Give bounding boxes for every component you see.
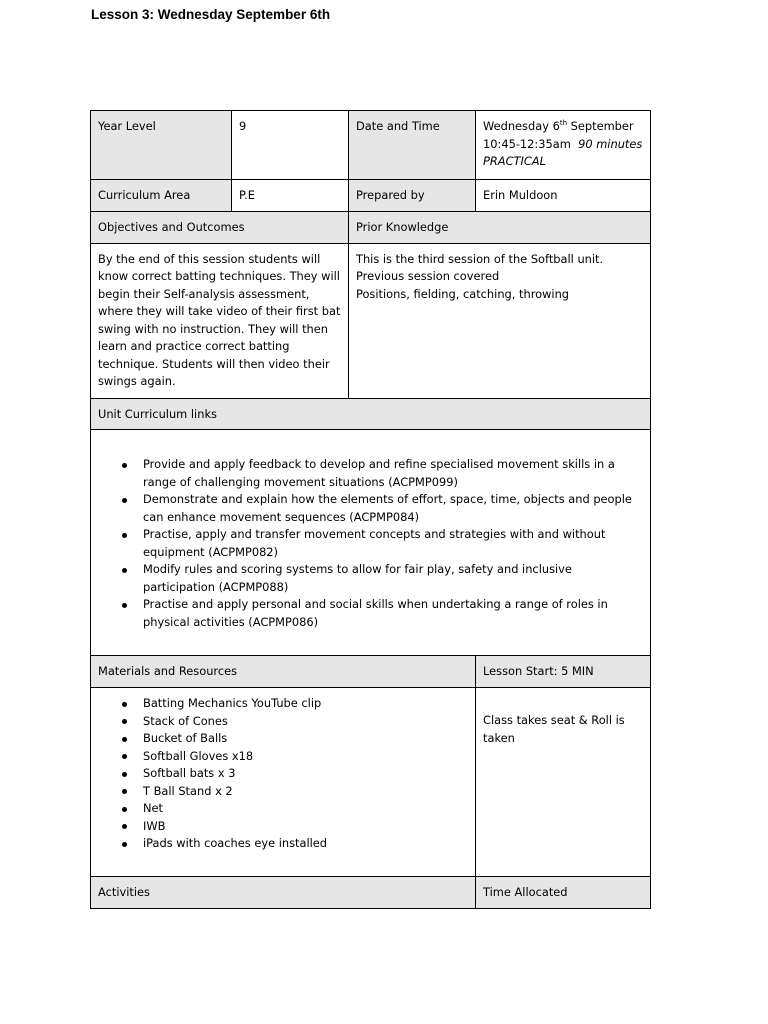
list-item: Stack of Cones xyxy=(98,713,468,731)
unit-links-label: Unit Curriculum links xyxy=(91,398,651,430)
unit-links-cell xyxy=(91,430,651,656)
time-line xyxy=(483,136,643,154)
table-row xyxy=(91,180,651,212)
objectives-text: By the end of this session students will know correct batting techniques. They will begin their Self-analysis assessment, where they will take video of their first bat swing with no instruction. They will then learn and practice correct batting technique. Students will then video their swings again. xyxy=(91,243,349,398)
activities-label: Activities xyxy=(91,877,476,909)
list-item: Practise and apply personal and social skills when undertaking a range of roles in physical activities (ACPMP086) xyxy=(98,596,643,631)
table-row xyxy=(91,398,651,430)
table-row xyxy=(91,111,651,180)
list-item: Softball Gloves x18 xyxy=(98,748,468,766)
list-item: Batting Mechanics YouTube clip xyxy=(98,695,468,713)
list-item: Modify rules and scoring systems to allow for fair play, safety and inclusive participation (ACPMP088) xyxy=(98,561,643,596)
objectives-label: Objectives and Outcomes xyxy=(91,212,349,244)
lesson-start-text: Class takes seat & Roll is taken xyxy=(476,688,651,877)
duration: 90 minutes xyxy=(578,136,643,151)
list-item: Provide and apply feedback to develop and refine specialised movement skills in a range of challenging movement situations (ACPMP099) xyxy=(98,456,643,491)
list-item: IWB xyxy=(98,818,468,836)
year-level-label: Year Level xyxy=(91,111,232,180)
list-item: Demonstrate and explain how the elements of effort, space, time, objects and people can enhance movement sequences (ACPMP084) xyxy=(98,491,643,526)
list-item: Bucket of Balls xyxy=(98,730,468,748)
list-item: Net xyxy=(98,800,468,818)
time-allocated-label: Time Allocated xyxy=(476,877,651,909)
date-time-value xyxy=(476,111,651,180)
lesson-start-label: Lesson Start: 5 MIN xyxy=(476,656,651,688)
curriculum-area-value: P.E xyxy=(232,180,349,212)
prepared-by-value: Erin Muldoon xyxy=(476,180,651,212)
prepared-by-label: Prepared by xyxy=(349,180,476,212)
materials-cell xyxy=(91,688,476,877)
list-item: Practise, apply and transfer movement concepts and strategies with and without equipment (ACPMP082) xyxy=(98,526,643,561)
list-item: Softball bats x 3 xyxy=(98,765,468,783)
table-row xyxy=(91,430,651,656)
list-item: iPads with coaches eye installed xyxy=(98,835,468,853)
table-row xyxy=(91,212,651,244)
unit-links-list xyxy=(98,456,643,631)
date-time-label: Date and Time xyxy=(349,111,476,180)
page-title: Lesson 3: Wednesday September 6th xyxy=(91,7,331,22)
time-range: 10:45-12:35am xyxy=(483,136,571,151)
table-row xyxy=(91,656,651,688)
lesson-plan-table xyxy=(90,110,651,909)
year-level-value: 9 xyxy=(232,111,349,180)
lesson-type: PRACTICAL xyxy=(483,154,546,168)
curriculum-area-label: Curriculum Area xyxy=(91,180,232,212)
date-line: Wednesday 6th September xyxy=(483,119,634,133)
materials-label: Materials and Resources xyxy=(91,656,476,688)
table-row xyxy=(91,877,651,909)
materials-list xyxy=(98,695,468,853)
table-row xyxy=(91,243,651,398)
prior-knowledge-text: This is the third session of the Softball unit. Previous session covered Positions, fielding, catching, throwing xyxy=(349,243,651,398)
list-item: T Ball Stand x 2 xyxy=(98,783,468,801)
table-row xyxy=(91,688,651,877)
prior-knowledge-label: Prior Knowledge xyxy=(349,212,651,244)
